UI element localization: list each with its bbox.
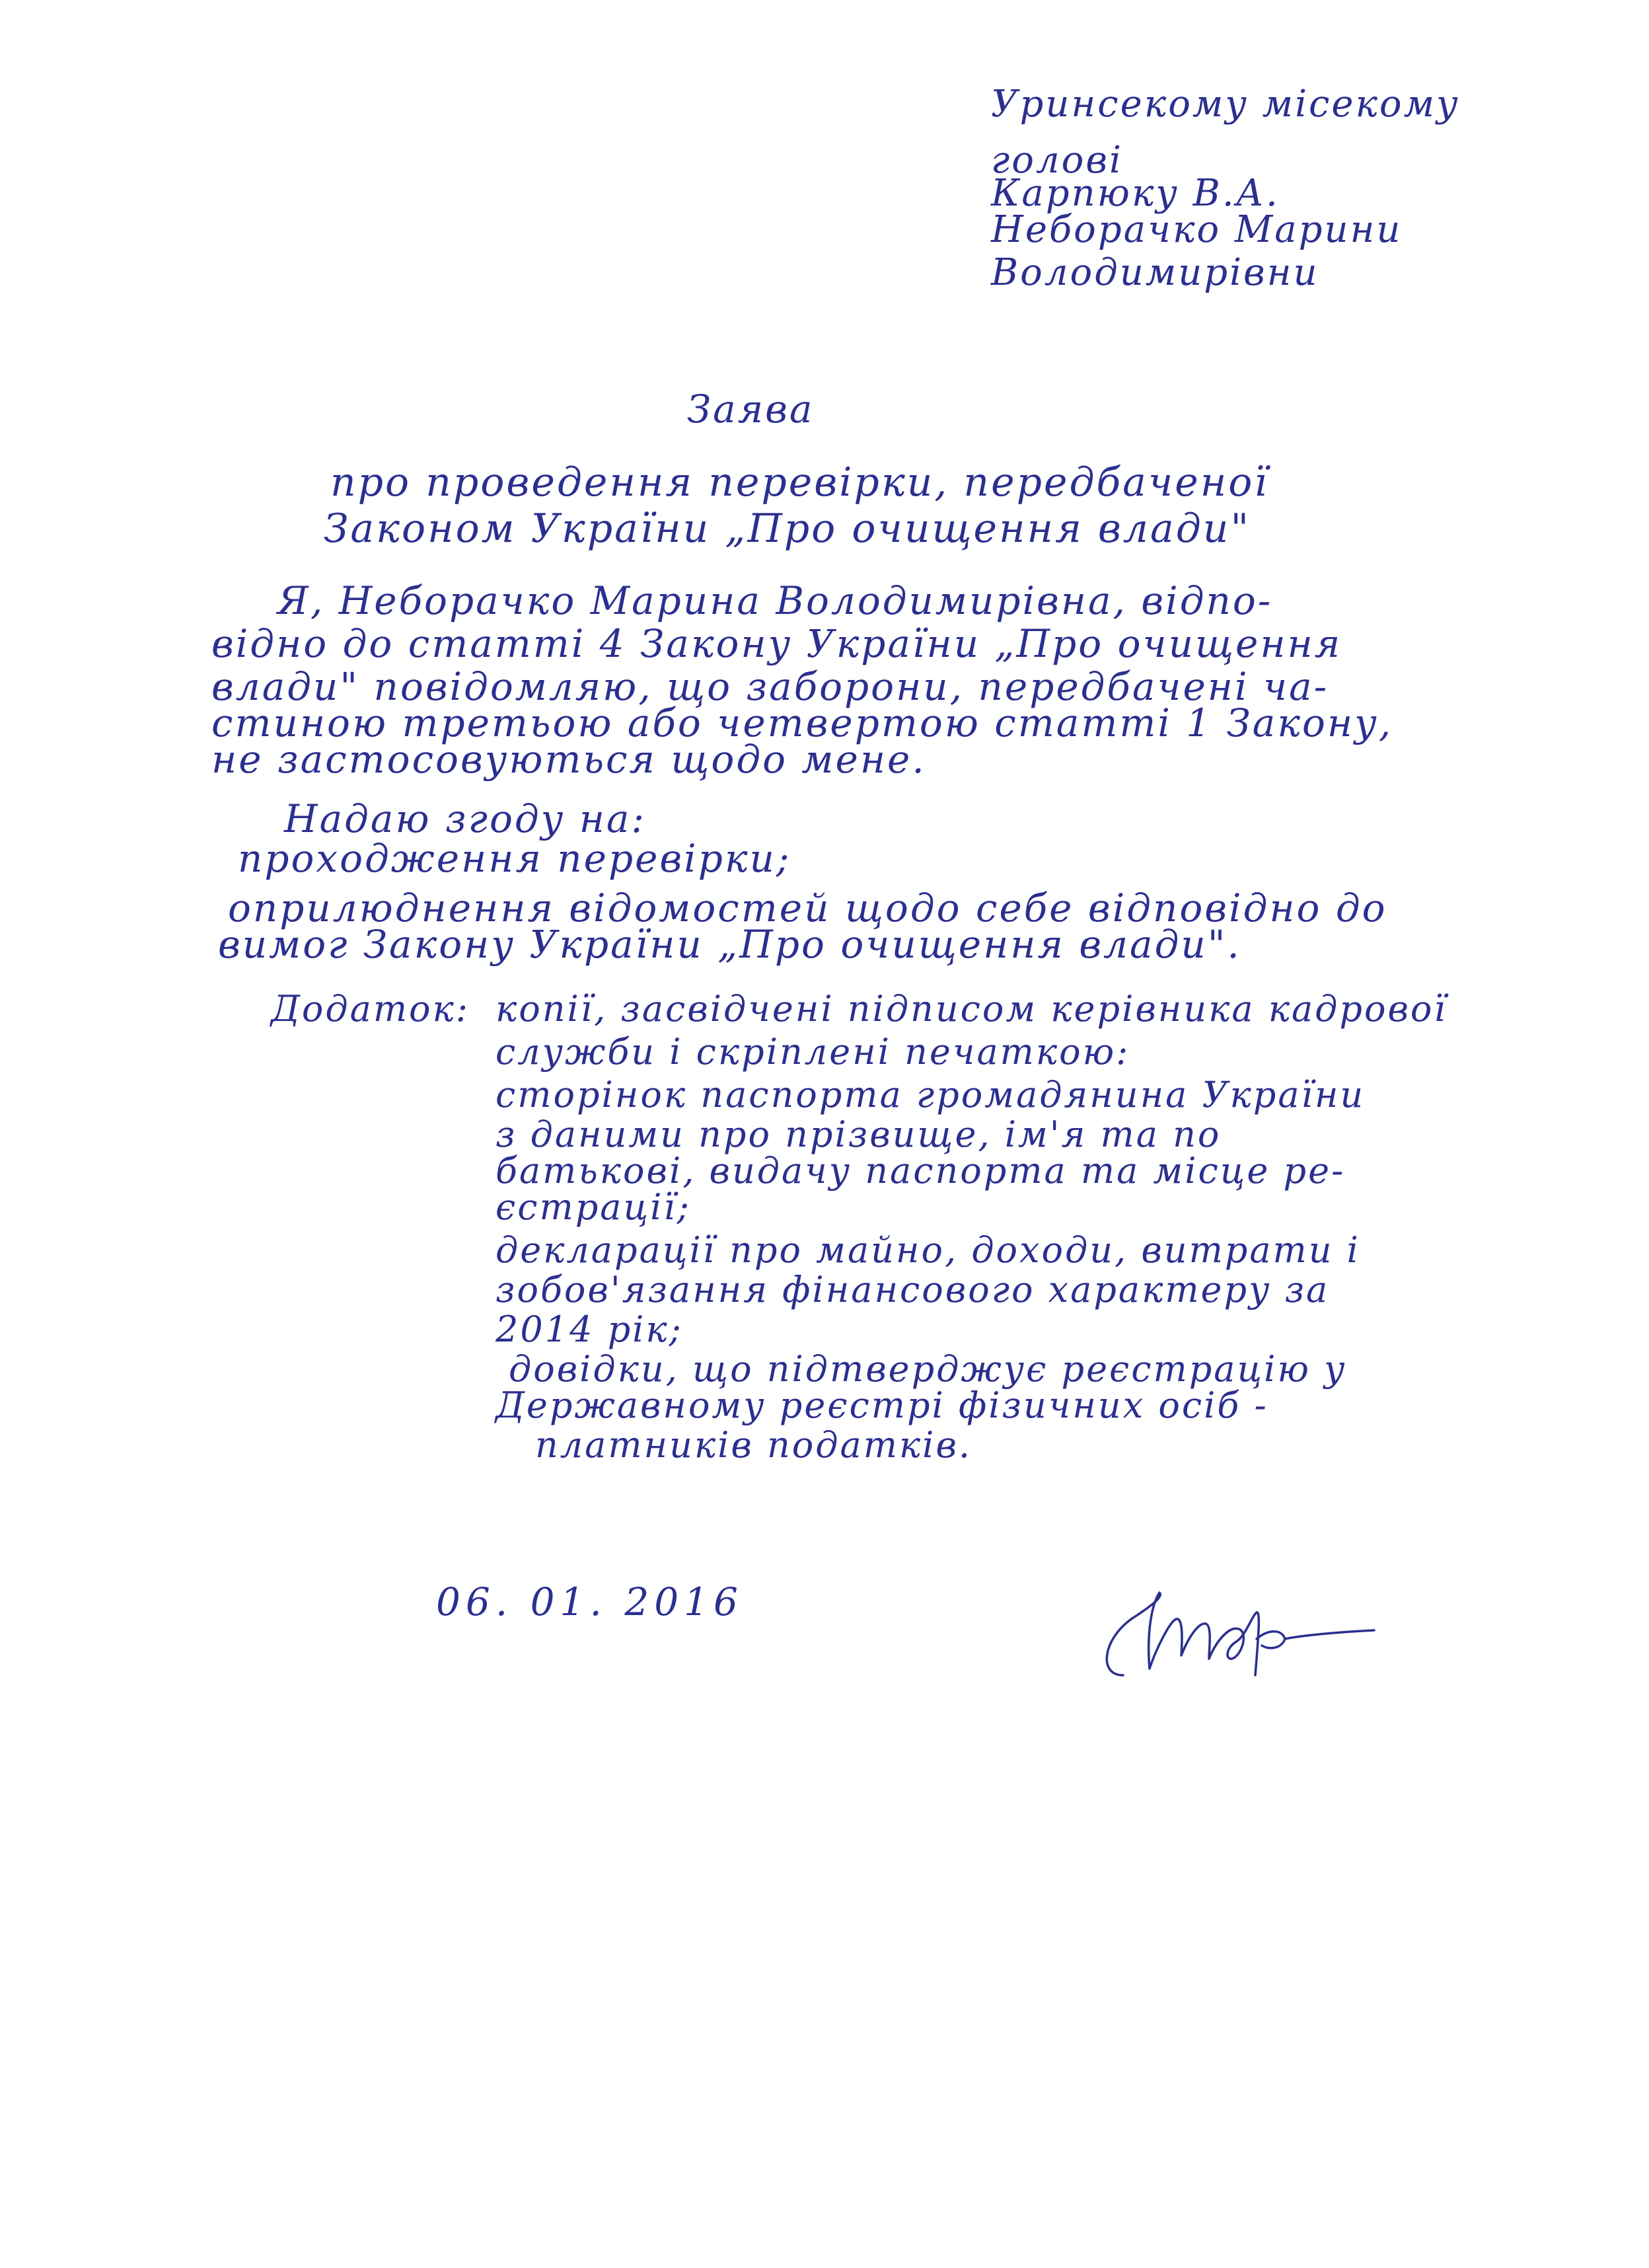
appendix-line-9: 2014 рік;	[495, 1308, 683, 1350]
appendix-line-2: служби і скріплені печаткою:	[495, 1031, 1130, 1073]
appendix-line-12: платників податків.	[535, 1424, 972, 1466]
statement-line-3: влади" повідомляю, що заборони, передбачені ча-	[211, 664, 1329, 709]
statement-line-4: стиною третьою або четвертою статті 1 Закону,	[211, 700, 1393, 745]
appendix-line-1: копії, засвідчені підписом керівника кадрової	[495, 988, 1447, 1030]
statement-line-2: відно до статті 4 Закону України „Про очищення	[211, 621, 1342, 666]
addressee-line-2: голові	[991, 139, 1123, 182]
appendix-line-6: єстрації;	[495, 1186, 691, 1228]
subtitle-line-2: Законом України „Про очищення влади"	[324, 506, 1251, 552]
appendix-line-4: з даними про прізвище, ім'я та по	[495, 1114, 1222, 1155]
signature	[1083, 1576, 1381, 1688]
appendix-line-10: довідки, що підтверджує реєстрацію у	[509, 1348, 1347, 1390]
appendix-line-8: зобов'язання фінансового характеру за	[495, 1269, 1330, 1310]
appendix-line-7: декларації про майно, доходи, витрати і	[495, 1229, 1360, 1271]
document-date: 06. 01. 2016	[436, 1579, 743, 1624]
addressee-line-5: Володимирівни	[991, 251, 1319, 294]
consent-line-3: оприлюднення відомостей щодо себе відповідно до	[228, 886, 1387, 930]
document-title: Заява	[687, 387, 815, 432]
appendix-label: Додаток:	[271, 988, 470, 1030]
subtitle-line-1: про проведення перевірки, передбаченої	[330, 459, 1269, 506]
addressee-line-1: Уринсекому місекому	[991, 83, 1460, 126]
addressee-line-4: Неборачко Марини	[991, 208, 1403, 251]
addressee-line-3: Карпюку В.А.	[991, 172, 1280, 215]
statement-line-1: Я, Неборачко Марина Володимирівна, відпо-	[277, 578, 1273, 623]
appendix-line-11: Державному реєстрі фізичних осіб -	[495, 1384, 1268, 1426]
consent-line-1: Надаю згоду на:	[284, 796, 647, 841]
consent-line-2: проходження перевірки;	[238, 836, 791, 881]
statement-line-5: не застосовуються щодо мене.	[211, 737, 926, 782]
appendix-line-5: батькові, видачу паспорта та місце ре-	[495, 1150, 1346, 1191]
consent-line-4: вимог Закону України „Про очищення влади".	[218, 922, 1241, 967]
appendix-line-3: сторінок паспорта громадянина України	[495, 1074, 1366, 1115]
